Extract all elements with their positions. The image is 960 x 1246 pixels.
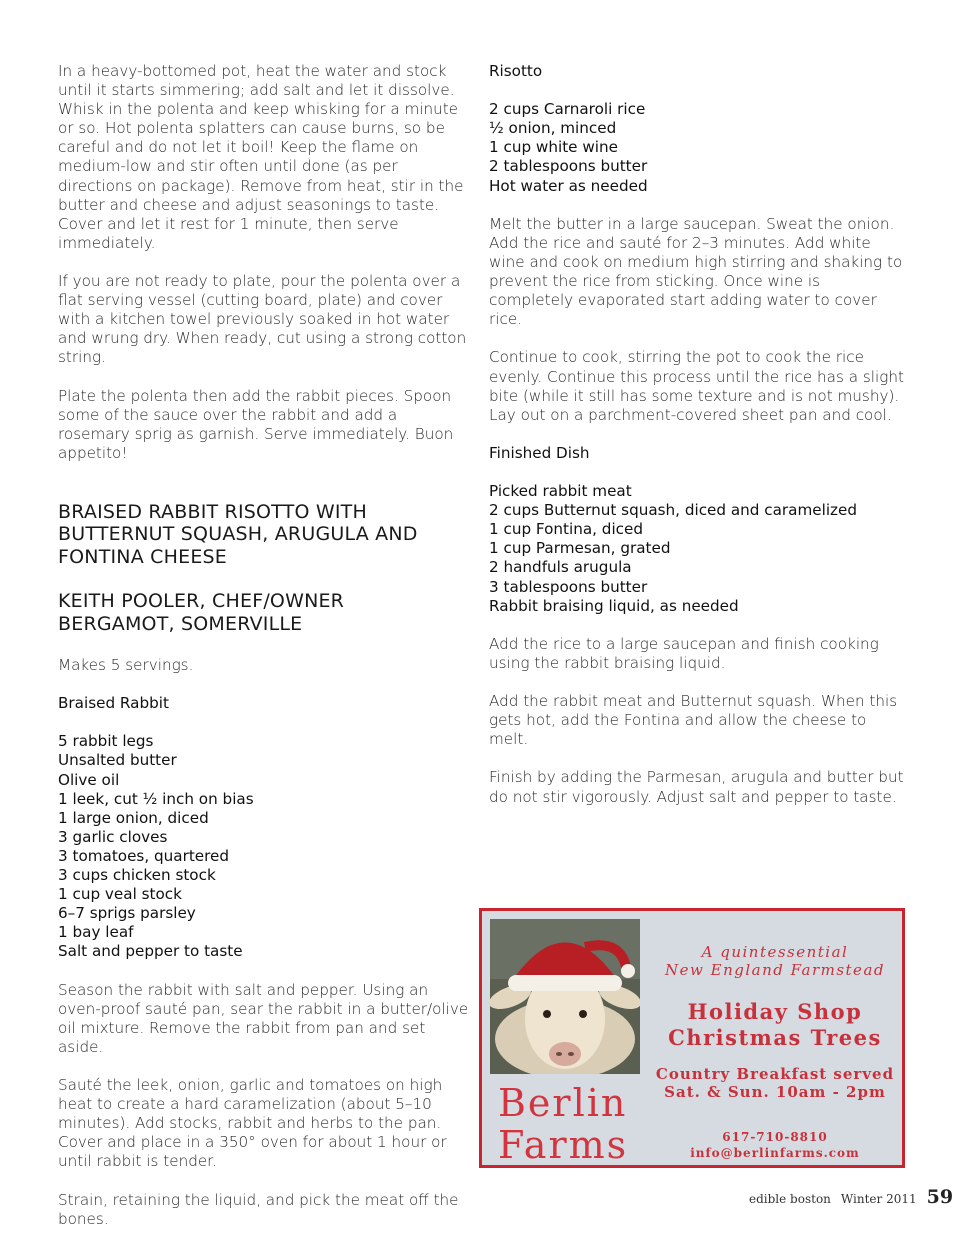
braised-step-3: Strain, retaining the liquid, and pick the meat off the bones. (58, 1190, 459, 1228)
page-footer (749, 1186, 953, 1208)
recipe-title-line: BUTTERNUT SQUASH, ARUGULA AND (58, 523, 418, 546)
ingredient: Picked rabbit meat (489, 482, 632, 501)
risotto-heading: Risotto (489, 62, 543, 80)
ingredient: 1 large onion, diced (58, 808, 209, 827)
recipe-title-line: FONTINA CHEESE (58, 545, 227, 568)
phone-number[interactable]: 617-710-8810 (722, 1130, 828, 1144)
finished-dish-ingredients (489, 482, 909, 616)
breakfast-line: Sat. & Sun. 10am - 2pm (664, 1083, 886, 1101)
tagline-line: New England Farmstead (665, 961, 885, 979)
breakfast-line: Country Breakfast served (655, 1065, 895, 1083)
page-number: 59 (926, 1186, 954, 1208)
recipe-title-line: BRAISED RABBIT RISOTTO WITH (58, 500, 367, 523)
holiday-line: Holiday Shop (687, 999, 863, 1024)
ingredient: Unsalted butter (58, 751, 177, 770)
ingredient: 3 tablespoons butter (489, 577, 648, 596)
polenta-step-1: In a heavy-bottomed pot, heat the water and stock until it starts simmering; add salt and let it dissolve. Whisk in the polenta and keep whisking for a minute or so. Hot polenta splatters can cause burns, so be careful and do not let it boil! Keep the flame on medium-low and stir often until done (as per directions on package). Remove from heat, stir in the butter and cheese and adjust seasonings to taste. Cover and let it rest for 1 minute, then serve immediately. (58, 62, 464, 252)
finished-step-1: Add the rice to a large saucepan and finish cooking using the rabbit braising liquid. (489, 634, 879, 672)
tagline-line: A quintessential (701, 943, 849, 961)
ingredient: 1 leek, cut ½ inch on bias (58, 789, 254, 808)
ingredient: Rabbit braising liquid, as needed (489, 596, 739, 615)
ingredient: 1 cup Fontina, diced (489, 520, 644, 539)
ingredient: ½ onion, minced (489, 119, 617, 138)
ingredient: Hot water as needed (489, 176, 648, 195)
ingredient: 1 bay leaf (58, 923, 134, 942)
ingredient: 2 handfuls arugula (489, 558, 632, 577)
finished-step-2: Add the rabbit meat and Butternut squash. When this gets hot, add the Fontina and allow the cheese to melt. (489, 692, 898, 749)
braised-rabbit-ingredients (58, 732, 470, 961)
ingredient: Olive oil (58, 770, 120, 789)
berlin-farms-ad[interactable] (479, 908, 905, 1168)
ingredient: 6–7 sprigs parsley (58, 904, 196, 923)
ingredient: 3 tomatoes, quartered (58, 846, 230, 865)
braised-step-1: Season the rabbit with salt and pepper. Using an oven-proof sauté pan, sear the rabbit in a butter/olive oil mixture. Remove the rabbit from pan and set aside. (58, 980, 469, 1056)
risotto-ingredients (489, 100, 909, 195)
chef-credit (58, 590, 470, 635)
ingredient: Salt and pepper to taste (58, 942, 243, 961)
ad-breakfast (650, 1065, 900, 1101)
chef-credit-line: BERGAMOT, SOMERVILLE (58, 612, 303, 635)
sheep-with-santa-hat-image (490, 919, 640, 1074)
ingredient: 3 cups chicken stock (58, 866, 216, 885)
braised-rabbit-heading: Braised Rabbit (58, 694, 169, 713)
right-column (489, 62, 909, 807)
magazine-name: edible boston (749, 1192, 831, 1206)
ingredient: 2 cups Butternut squash, diced and caramelized (489, 501, 858, 520)
braised-step-2: Sauté the leek, onion, garlic and tomatoes on high heat to create a hard caramelization (about 5–10 minutes). Add stocks, rabbit and herbs to the pan. Cover and place in a 350° oven for about 1 hour or until rabbit is tender. (58, 1076, 447, 1171)
risotto-step-1: Melt the butter in a large saucepan. Sweat the onion. Add the rice and sauté for 2–3 minutes. Add white wine and cook on medium high stirring and shaking to prevent the rice from sticking. Once wine is completely evaporated start adding water to cover rice. (489, 214, 903, 329)
ingredient: 1 cup white wine (489, 138, 618, 157)
holiday-line: Christmas Trees (668, 1025, 882, 1050)
ingredient: 5 rabbit legs (58, 732, 154, 751)
ingredient: 3 garlic cloves (58, 827, 168, 846)
ingredient: 1 cup Parmesan, grated (489, 539, 671, 558)
ad-tagline (650, 943, 900, 979)
servings: Makes 5 servings. (58, 656, 194, 674)
brand-name-line: Farms (498, 1123, 629, 1167)
email-address[interactable]: info@berlinfarms.com (690, 1146, 860, 1160)
risotto-step-2: Continue to cook, stirring the pot to cook the rice evenly. Continue this process until the rice has a slight bite (while it still has some texture and is not mushy). Lay out on a parchment-covered sheet pan and cool. (489, 348, 904, 424)
left-column (58, 62, 470, 1229)
brand-name-line: Berlin (498, 1081, 628, 1125)
ingredient: 2 tablespoons butter (489, 157, 648, 176)
finished-dish-heading: Finished Dish (489, 443, 590, 462)
finished-step-3: Finish by adding the Parmesan, arugula and butter but do not stir vigorously. Adjust salt and pepper to taste. (489, 768, 904, 806)
ingredient: 2 cups Carnaroli rice (489, 100, 646, 119)
issue-label: Winter 2011 (840, 1192, 917, 1206)
ad-contact (650, 1129, 900, 1161)
recipe-title (58, 501, 470, 568)
chef-credit-line: KEITH POOLER, CHEF/OWNER (58, 590, 345, 613)
polenta-step-2: If you are not ready to plate, pour the polenta over a flat serving vessel (cutting board, plate) and cover with a kitchen towel previously soaked in hot water and wrung dry. When ready, cut using a strong cotton string. (58, 272, 467, 367)
ingredient: 1 cup veal stock (58, 885, 182, 904)
polenta-step-3: Plate the polenta then add the rabbit pieces. Spoon some of the sauce over the rabbit and add a rosemary sprig as garnish. Serve immediately. Buon appetito! (58, 386, 454, 462)
ad-holiday (650, 999, 900, 1051)
